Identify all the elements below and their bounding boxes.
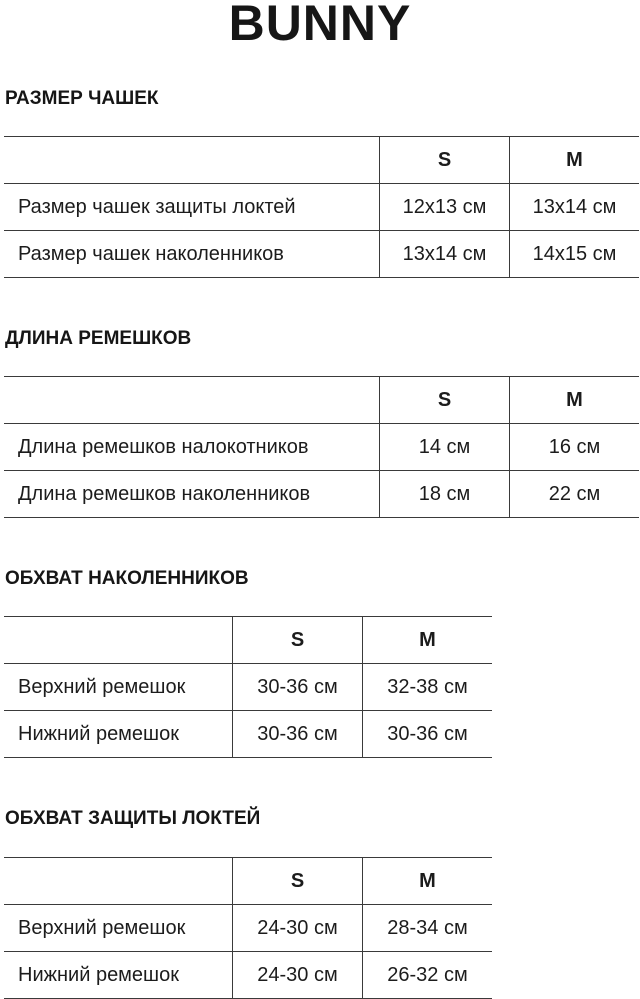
- header-empty-cell: [4, 858, 233, 905]
- value-m: 32-38 см: [363, 664, 493, 711]
- header-empty-cell: [4, 377, 380, 424]
- column-header-s: S: [380, 137, 510, 184]
- column-header-m: M: [510, 137, 640, 184]
- column-header-s: S: [233, 617, 363, 664]
- value-m: 14x15 см: [510, 231, 640, 278]
- section-heading-elbow-girth: ОБХВАТ ЗАЩИТЫ ЛОКТЕЙ: [5, 808, 261, 829]
- row-label: Длина ремешков наколенников: [18, 482, 311, 505]
- value-s: 30-36 см: [233, 711, 363, 758]
- section-heading-cup-size: РАЗМЕР ЧАШЕК: [5, 88, 159, 109]
- row-label: Длина ремешков налокотников: [18, 435, 309, 458]
- elbow-girth-table: [4, 857, 492, 999]
- table-header-row: [4, 617, 492, 664]
- value-m: 22 см: [510, 471, 640, 518]
- value-m: 30-36 см: [363, 711, 493, 758]
- knee-girth-table: [4, 616, 492, 758]
- value-m: 26-32 см: [363, 952, 493, 999]
- table-row: [4, 471, 639, 518]
- value-s: 13x14 см: [380, 231, 510, 278]
- column-header-m: M: [363, 617, 493, 664]
- row-label: Нижний ремешок: [18, 963, 179, 986]
- section-heading-knee-girth: ОБХВАТ НАКОЛЕННИКОВ: [5, 568, 249, 589]
- value-s: 24-30 см: [233, 905, 363, 952]
- column-header-m: M: [510, 377, 640, 424]
- value-s: 18 см: [380, 471, 510, 518]
- strap-length-table: [4, 376, 639, 518]
- value-s: 12x13 см: [380, 184, 510, 231]
- table-header-row: [4, 137, 639, 184]
- table-header-row: [4, 377, 639, 424]
- row-label: Верхний ремешок: [18, 916, 186, 939]
- cup-size-table: [4, 136, 639, 278]
- column-header-s: S: [380, 377, 510, 424]
- column-header-s: S: [233, 858, 363, 905]
- value-s: 24-30 см: [233, 952, 363, 999]
- column-header-m: M: [363, 858, 493, 905]
- value-m: 13x14 см: [510, 184, 640, 231]
- header-empty-cell: [4, 617, 233, 664]
- table-row: [4, 952, 492, 999]
- value-m: 16 см: [510, 424, 640, 471]
- table-row: [4, 424, 639, 471]
- table-header-row: [4, 858, 492, 905]
- row-label: Верхний ремешок: [18, 675, 186, 698]
- page-title: BUNNY: [228, 0, 412, 51]
- row-label: Размер чашек защиты локтей: [18, 195, 296, 218]
- section-heading-strap-length: ДЛИНА РЕМЕШКОВ: [5, 328, 192, 349]
- row-label: Нижний ремешок: [18, 722, 179, 745]
- table-row: [4, 905, 492, 952]
- value-s: 14 см: [380, 424, 510, 471]
- table-row: [4, 664, 492, 711]
- table-row: [4, 711, 492, 758]
- header-empty-cell: [4, 137, 380, 184]
- row-label: Размер чашек наколенников: [18, 242, 284, 265]
- table-row: [4, 184, 639, 231]
- value-m: 28-34 см: [363, 905, 493, 952]
- value-s: 30-36 см: [233, 664, 363, 711]
- table-row: [4, 231, 639, 278]
